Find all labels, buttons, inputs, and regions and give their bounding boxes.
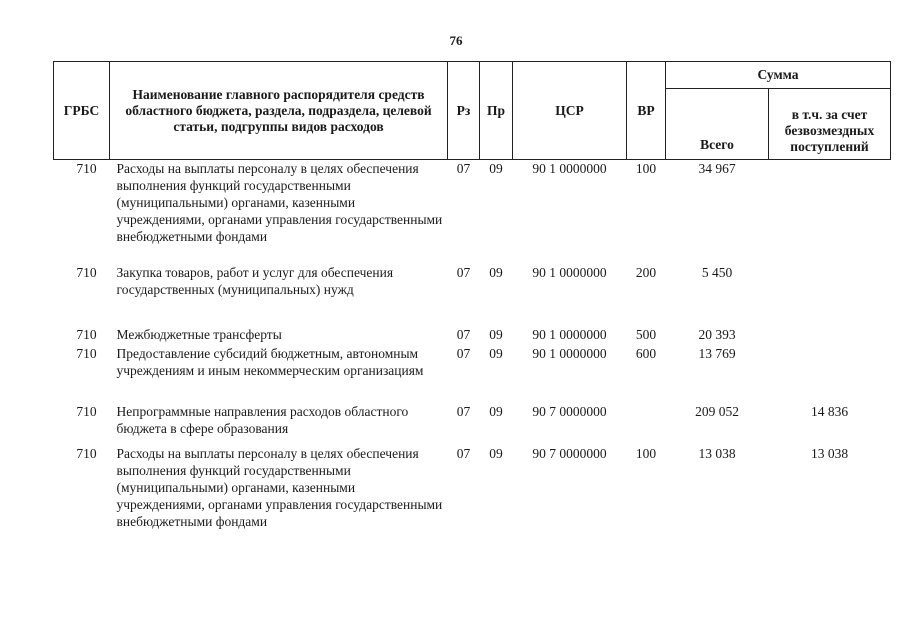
table-row bbox=[54, 326, 891, 345]
header-total: Всего bbox=[666, 89, 769, 160]
table-row bbox=[54, 445, 891, 535]
cell-total: 209 052 bbox=[695, 404, 739, 419]
cell-vr bbox=[627, 403, 666, 445]
page-number: 76 bbox=[449, 33, 463, 48]
cell-rz: 07 bbox=[456, 446, 471, 461]
cell-pr: 09 bbox=[489, 265, 503, 280]
cell-name: Закупка товаров, работ и услуг для обеспечения государственных (муниципальных) нужд bbox=[116, 265, 394, 297]
cell-csr: 90 1 0000000 bbox=[532, 327, 607, 342]
cell-free: 14 836 bbox=[810, 404, 849, 419]
cell-grbs: 710 bbox=[76, 265, 97, 280]
header-pr: Пр bbox=[480, 62, 513, 160]
cell-vr: 600 bbox=[635, 346, 657, 361]
header-grbs: ГРБС bbox=[54, 62, 110, 160]
cell-grbs: 710 bbox=[76, 404, 97, 419]
cell-total: 20 393 bbox=[698, 327, 736, 342]
cell-grbs: 710 bbox=[76, 446, 97, 461]
cell-total: 13 038 bbox=[698, 446, 736, 461]
cell-pr: 09 bbox=[489, 404, 503, 419]
cell-vr: 100 bbox=[635, 161, 657, 176]
cell-total: 34 967 bbox=[698, 161, 736, 176]
header-rz: Рз bbox=[448, 62, 480, 160]
cell-total: 13 769 bbox=[698, 346, 736, 361]
cell-rz: 07 bbox=[456, 265, 471, 280]
cell-name: Межбюджетные трансферты bbox=[116, 327, 282, 342]
cell-csr: 90 7 0000000 bbox=[532, 446, 607, 461]
cell-total: 5 450 bbox=[701, 265, 733, 280]
cell-csr: 90 1 0000000 bbox=[532, 346, 607, 361]
header-free: в т.ч. за счет безвозмездных поступлений bbox=[769, 89, 891, 160]
table-row bbox=[54, 345, 891, 403]
cell-rz: 07 bbox=[456, 161, 471, 176]
header-name: Наименование главного распорядителя средств областного бюджета, раздела, подраздела, целевой статьи, подгруппы видов расходов bbox=[110, 62, 448, 160]
cell-pr: 09 bbox=[489, 446, 503, 461]
cell-name: Предоставление субсидий бюджетным, автономным учреждениям и иным некоммерческим организациям bbox=[116, 346, 424, 378]
table-header bbox=[54, 62, 891, 160]
cell-rz: 07 bbox=[456, 346, 471, 361]
table-row bbox=[54, 264, 891, 326]
cell-vr: 500 bbox=[635, 327, 657, 342]
cell-free: 13 038 bbox=[810, 446, 849, 461]
cell-free bbox=[769, 160, 891, 265]
cell-free bbox=[769, 326, 891, 345]
cell-grbs: 710 bbox=[76, 327, 97, 342]
header-csr: ЦСР bbox=[513, 62, 627, 160]
cell-vr: 100 bbox=[635, 446, 657, 461]
cell-pr: 09 bbox=[489, 161, 503, 176]
cell-free bbox=[769, 264, 891, 326]
cell-rz: 07 bbox=[456, 404, 471, 419]
cell-grbs: 710 bbox=[76, 346, 97, 361]
cell-pr: 09 bbox=[489, 327, 503, 342]
cell-rz: 07 bbox=[456, 327, 471, 342]
cell-csr: 90 7 0000000 bbox=[532, 404, 607, 419]
header-sum: Сумма bbox=[666, 62, 891, 89]
cell-vr: 200 bbox=[635, 265, 657, 280]
cell-csr: 90 1 0000000 bbox=[532, 161, 607, 176]
cell-csr: 90 1 0000000 bbox=[532, 265, 607, 280]
table-row bbox=[54, 160, 891, 265]
budget-table bbox=[53, 61, 891, 535]
table-row bbox=[54, 403, 891, 445]
cell-name: Расходы на выплаты персоналу в целях обеспечения выполнения функций государственными (муниципальными) органами, казенными учреждениями, органами управления государственными внебюджетными фондами bbox=[116, 446, 443, 529]
table-body bbox=[54, 160, 891, 536]
cell-grbs: 710 bbox=[76, 161, 97, 176]
cell-name: Расходы на выплаты персоналу в целях обеспечения выполнения функций государственными (муниципальными) органами, казенными учреждениями, органами управления государственными внебюджетными фондами bbox=[116, 161, 443, 244]
cell-pr: 09 bbox=[489, 346, 503, 361]
header-vr: ВР bbox=[627, 62, 666, 160]
cell-name: Непрограммные направления расходов областного бюджета в сфере образования bbox=[116, 404, 409, 436]
cell-free bbox=[769, 345, 891, 403]
